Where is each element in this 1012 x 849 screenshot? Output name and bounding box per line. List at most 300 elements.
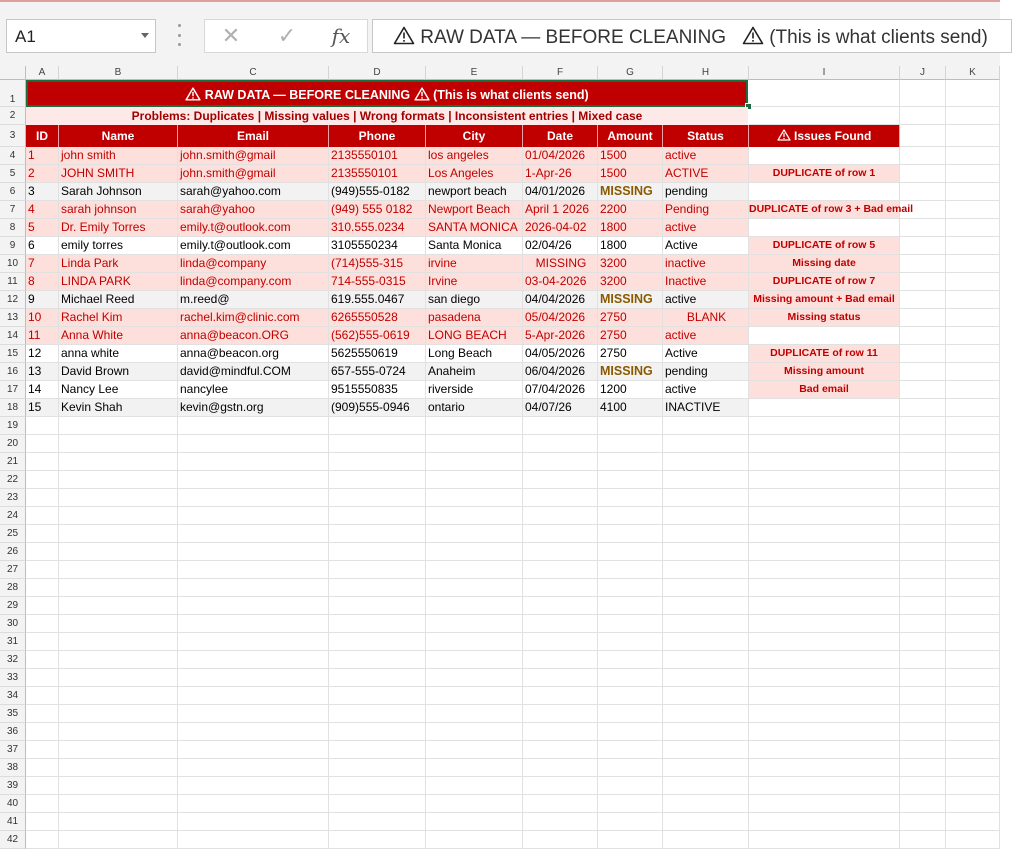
column-header-i[interactable]: I xyxy=(749,66,900,80)
empty-cell[interactable] xyxy=(26,669,59,687)
cell-issue[interactable]: Missing date xyxy=(749,255,900,273)
empty-cell[interactable] xyxy=(900,507,946,525)
row-header[interactable]: 16 xyxy=(0,363,26,381)
empty-cell[interactable] xyxy=(329,417,426,435)
empty-cell[interactable] xyxy=(26,795,59,813)
empty-cell[interactable] xyxy=(59,741,178,759)
cell-date[interactable]: 05/04/2026 xyxy=(523,309,598,327)
empty-cell[interactable] xyxy=(946,273,1000,291)
cell-date[interactable]: 01/04/2026 xyxy=(523,147,598,165)
cell-email[interactable]: m.reed@ xyxy=(178,291,329,309)
empty-cell[interactable] xyxy=(946,107,1000,125)
cell-city[interactable]: pasadena xyxy=(426,309,523,327)
empty-cell[interactable] xyxy=(523,813,598,831)
cell-email[interactable]: sarah@yahoo xyxy=(178,201,329,219)
row-header[interactable]: 22 xyxy=(0,471,26,489)
cell-status[interactable]: active xyxy=(663,291,749,309)
empty-cell[interactable] xyxy=(946,705,1000,723)
empty-cell[interactable] xyxy=(900,651,946,669)
empty-cell[interactable] xyxy=(329,651,426,669)
column-title-status[interactable]: Status xyxy=(663,125,749,147)
column-header-e[interactable]: E xyxy=(426,66,523,80)
empty-cell[interactable] xyxy=(329,687,426,705)
empty-cell[interactable] xyxy=(749,489,900,507)
empty-cell[interactable] xyxy=(426,651,523,669)
empty-cell[interactable] xyxy=(663,705,749,723)
empty-cell[interactable] xyxy=(900,80,946,107)
cell-id[interactable]: 6 xyxy=(26,237,59,255)
empty-cell[interactable] xyxy=(900,327,946,345)
cell-id[interactable]: 3 xyxy=(26,183,59,201)
cell-phone[interactable]: (714)555-315 xyxy=(329,255,426,273)
row-header[interactable]: 12 xyxy=(0,291,26,309)
empty-cell[interactable] xyxy=(900,795,946,813)
empty-cell[interactable] xyxy=(523,777,598,795)
empty-cell[interactable] xyxy=(749,831,900,849)
insert-function-icon[interactable]: fx xyxy=(331,24,351,48)
row-header[interactable]: 15 xyxy=(0,345,26,363)
empty-cell[interactable] xyxy=(329,471,426,489)
row-header[interactable]: 34 xyxy=(0,687,26,705)
cell-city[interactable]: newport beach xyxy=(426,183,523,201)
row-header[interactable]: 5 xyxy=(0,165,26,183)
empty-cell[interactable] xyxy=(329,633,426,651)
row-header[interactable]: 26 xyxy=(0,543,26,561)
cell-id[interactable]: 15 xyxy=(26,399,59,417)
empty-cell[interactable] xyxy=(598,741,663,759)
row-header[interactable]: 28 xyxy=(0,579,26,597)
column-title-issues-found[interactable] xyxy=(749,125,900,147)
cell-id[interactable]: 13 xyxy=(26,363,59,381)
cell-issue[interactable]: DUPLICATE of row 3 + Bad email xyxy=(749,201,900,219)
column-title-id[interactable]: ID xyxy=(26,125,59,147)
row-header[interactable]: 32 xyxy=(0,651,26,669)
column-header-h[interactable]: H xyxy=(663,66,749,80)
cell-issue[interactable]: Missing amount xyxy=(749,363,900,381)
empty-cell[interactable] xyxy=(329,507,426,525)
cell-city[interactable]: san diego xyxy=(426,291,523,309)
cell-amount[interactable]: MISSING xyxy=(598,363,663,381)
empty-cell[interactable] xyxy=(426,741,523,759)
empty-cell[interactable] xyxy=(900,453,946,471)
empty-cell[interactable] xyxy=(426,471,523,489)
cell-id[interactable]: 12 xyxy=(26,345,59,363)
empty-cell[interactable] xyxy=(523,687,598,705)
row-header[interactable]: 10 xyxy=(0,255,26,273)
cell-name[interactable]: JOHN SMITH xyxy=(59,165,178,183)
empty-cell[interactable] xyxy=(749,669,900,687)
empty-cell[interactable] xyxy=(59,507,178,525)
cell-status[interactable]: Pending xyxy=(663,201,749,219)
cell-phone[interactable]: 6265550528 xyxy=(329,309,426,327)
empty-cell[interactable] xyxy=(178,417,329,435)
name-box[interactable] xyxy=(6,19,156,53)
empty-cell[interactable] xyxy=(749,615,900,633)
cell-name[interactable]: Anna White xyxy=(59,327,178,345)
empty-cell[interactable] xyxy=(329,525,426,543)
cell-id[interactable]: 5 xyxy=(26,219,59,237)
cell-city[interactable]: Los Angeles xyxy=(426,165,523,183)
row-header[interactable]: 42 xyxy=(0,831,26,849)
cell-issue[interactable]: Missing status xyxy=(749,309,900,327)
empty-cell[interactable] xyxy=(59,669,178,687)
empty-cell[interactable] xyxy=(178,687,329,705)
empty-cell[interactable] xyxy=(900,489,946,507)
empty-cell[interactable] xyxy=(523,723,598,741)
cell-phone[interactable]: (949) 555 0182 xyxy=(329,201,426,219)
row-header[interactable]: 7 xyxy=(0,201,26,219)
empty-cell[interactable] xyxy=(663,759,749,777)
empty-cell[interactable] xyxy=(178,669,329,687)
empty-cell[interactable] xyxy=(946,291,1000,309)
cell-issue[interactable]: DUPLICATE of row 11 xyxy=(749,345,900,363)
empty-cell[interactable] xyxy=(426,579,523,597)
empty-cell[interactable] xyxy=(946,561,1000,579)
empty-cell[interactable] xyxy=(663,831,749,849)
empty-cell[interactable] xyxy=(329,777,426,795)
empty-cell[interactable] xyxy=(523,525,598,543)
empty-cell[interactable] xyxy=(598,669,663,687)
cell-phone[interactable]: 5625550619 xyxy=(329,345,426,363)
empty-cell[interactable] xyxy=(523,507,598,525)
empty-cell[interactable] xyxy=(426,633,523,651)
cell-phone[interactable]: 310.555.0234 xyxy=(329,219,426,237)
empty-cell[interactable] xyxy=(749,687,900,705)
empty-cell[interactable] xyxy=(178,525,329,543)
cell-status[interactable]: active xyxy=(663,381,749,399)
cell-date[interactable]: 04/01/2026 xyxy=(523,183,598,201)
cell-phone[interactable]: (949)555-0182 xyxy=(329,183,426,201)
empty-cell[interactable] xyxy=(900,291,946,309)
row-header[interactable]: 20 xyxy=(0,435,26,453)
empty-cell[interactable] xyxy=(178,633,329,651)
column-title-phone[interactable]: Phone xyxy=(329,125,426,147)
empty-cell[interactable] xyxy=(946,669,1000,687)
empty-cell[interactable] xyxy=(426,777,523,795)
empty-cell[interactable] xyxy=(946,579,1000,597)
cell-email[interactable]: john.smith@gmail xyxy=(178,165,329,183)
cell-amount[interactable]: 1800 xyxy=(598,237,663,255)
empty-cell[interactable] xyxy=(946,651,1000,669)
cell-date[interactable]: 04/05/2026 xyxy=(523,345,598,363)
empty-cell[interactable] xyxy=(749,795,900,813)
empty-cell[interactable] xyxy=(329,723,426,741)
empty-cell[interactable] xyxy=(900,435,946,453)
empty-cell[interactable] xyxy=(946,795,1000,813)
empty-cell[interactable] xyxy=(598,417,663,435)
empty-cell[interactable] xyxy=(523,417,598,435)
empty-cell[interactable] xyxy=(946,327,1000,345)
empty-cell[interactable] xyxy=(749,435,900,453)
row-header[interactable]: 27 xyxy=(0,561,26,579)
empty-cell[interactable] xyxy=(946,345,1000,363)
empty-cell[interactable] xyxy=(178,579,329,597)
cell-status[interactable]: BLANK xyxy=(663,309,749,327)
empty-cell[interactable] xyxy=(426,417,523,435)
empty-cell[interactable] xyxy=(59,615,178,633)
cell-city[interactable]: ontario xyxy=(426,399,523,417)
cell-phone[interactable]: 619.555.0467 xyxy=(329,291,426,309)
cell-issue[interactable]: DUPLICATE of row 1 xyxy=(749,165,900,183)
row-header[interactable]: 31 xyxy=(0,633,26,651)
cell-amount[interactable]: 1200 xyxy=(598,381,663,399)
empty-cell[interactable] xyxy=(663,813,749,831)
empty-cell[interactable] xyxy=(26,651,59,669)
row-header[interactable]: 14 xyxy=(0,327,26,345)
empty-cell[interactable] xyxy=(598,795,663,813)
empty-cell[interactable] xyxy=(59,525,178,543)
empty-cell[interactable] xyxy=(598,813,663,831)
empty-cell[interactable] xyxy=(946,453,1000,471)
cell-date[interactable]: 2026-04-02 xyxy=(523,219,598,237)
cell-name[interactable]: Linda Park xyxy=(59,255,178,273)
empty-cell[interactable] xyxy=(178,543,329,561)
cell-name[interactable]: David Brown xyxy=(59,363,178,381)
cell-status[interactable]: ACTIVE xyxy=(663,165,749,183)
empty-cell[interactable] xyxy=(59,435,178,453)
empty-cell[interactable] xyxy=(598,453,663,471)
empty-cell[interactable] xyxy=(749,471,900,489)
empty-cell[interactable] xyxy=(663,633,749,651)
empty-cell[interactable] xyxy=(749,723,900,741)
empty-cell[interactable] xyxy=(426,723,523,741)
empty-cell[interactable] xyxy=(598,489,663,507)
cell-status[interactable]: Active xyxy=(663,345,749,363)
empty-cell[interactable] xyxy=(59,831,178,849)
cell-name[interactable]: Dr. Emily Torres xyxy=(59,219,178,237)
row-header[interactable]: 17 xyxy=(0,381,26,399)
empty-cell[interactable] xyxy=(946,813,1000,831)
empty-cell[interactable] xyxy=(900,615,946,633)
empty-cell[interactable] xyxy=(426,489,523,507)
cell-phone[interactable]: 657-555-0724 xyxy=(329,363,426,381)
empty-cell[interactable] xyxy=(900,579,946,597)
cell-id[interactable]: 1 xyxy=(26,147,59,165)
row-header[interactable]: 9 xyxy=(0,237,26,255)
cell-issue[interactable] xyxy=(749,183,900,201)
row-header[interactable]: 41 xyxy=(0,813,26,831)
empty-cell[interactable] xyxy=(946,471,1000,489)
empty-cell[interactable] xyxy=(426,543,523,561)
spreadsheet-grid[interactable] xyxy=(0,66,1000,845)
row-header[interactable]: 6 xyxy=(0,183,26,201)
cell-id[interactable]: 10 xyxy=(26,309,59,327)
cell-status[interactable]: pending xyxy=(663,363,749,381)
cell-email[interactable]: emily.t@outlook.com xyxy=(178,237,329,255)
empty-cell[interactable] xyxy=(663,525,749,543)
cell-city[interactable]: los angeles xyxy=(426,147,523,165)
empty-cell[interactable] xyxy=(946,147,1000,165)
empty-cell[interactable] xyxy=(26,615,59,633)
empty-cell[interactable] xyxy=(946,525,1000,543)
row-header[interactable]: 21 xyxy=(0,453,26,471)
empty-cell[interactable] xyxy=(663,489,749,507)
empty-cell[interactable] xyxy=(598,615,663,633)
empty-cell[interactable] xyxy=(900,759,946,777)
cell-id[interactable]: 2 xyxy=(26,165,59,183)
cell-name[interactable]: Rachel Kim xyxy=(59,309,178,327)
empty-cell[interactable] xyxy=(426,507,523,525)
empty-cell[interactable] xyxy=(946,80,1000,107)
empty-cell[interactable] xyxy=(749,507,900,525)
empty-cell[interactable] xyxy=(749,777,900,795)
row-header[interactable]: 3 xyxy=(0,125,26,147)
empty-cell[interactable] xyxy=(26,525,59,543)
row-header[interactable]: 8 xyxy=(0,219,26,237)
empty-cell[interactable] xyxy=(26,561,59,579)
empty-cell[interactable] xyxy=(523,759,598,777)
empty-cell[interactable] xyxy=(663,507,749,525)
empty-cell[interactable] xyxy=(900,273,946,291)
empty-cell[interactable] xyxy=(59,471,178,489)
empty-cell[interactable] xyxy=(598,777,663,795)
empty-cell[interactable] xyxy=(178,507,329,525)
empty-cell[interactable] xyxy=(946,219,1000,237)
empty-cell[interactable] xyxy=(749,759,900,777)
empty-cell[interactable] xyxy=(946,759,1000,777)
empty-cell[interactable] xyxy=(59,651,178,669)
cell-id[interactable]: 8 xyxy=(26,273,59,291)
empty-cell[interactable] xyxy=(426,759,523,777)
empty-cell[interactable] xyxy=(663,669,749,687)
empty-cell[interactable] xyxy=(946,255,1000,273)
empty-cell[interactable] xyxy=(663,687,749,705)
empty-cell[interactable] xyxy=(178,777,329,795)
cell-name[interactable]: LINDA PARK xyxy=(59,273,178,291)
empty-cell[interactable] xyxy=(946,399,1000,417)
cell-issue[interactable] xyxy=(749,399,900,417)
empty-cell[interactable] xyxy=(523,543,598,561)
empty-cell[interactable] xyxy=(663,723,749,741)
empty-cell[interactable] xyxy=(946,237,1000,255)
empty-cell[interactable] xyxy=(329,741,426,759)
empty-cell[interactable] xyxy=(26,597,59,615)
empty-cell[interactable] xyxy=(178,489,329,507)
empty-cell[interactable] xyxy=(426,597,523,615)
cell-date[interactable]: 02/04/26 xyxy=(523,237,598,255)
empty-cell[interactable] xyxy=(523,489,598,507)
empty-cell[interactable] xyxy=(900,255,946,273)
empty-cell[interactable] xyxy=(426,615,523,633)
empty-cell[interactable] xyxy=(946,597,1000,615)
cell-email[interactable]: anna@beacon.ORG xyxy=(178,327,329,345)
cell-city[interactable]: irvine xyxy=(426,255,523,273)
row-header[interactable]: 38 xyxy=(0,759,26,777)
column-title-date[interactable]: Date xyxy=(523,125,598,147)
empty-cell[interactable] xyxy=(523,741,598,759)
column-header-b[interactable]: B xyxy=(59,66,178,80)
cell-city[interactable]: SANTA MONICA xyxy=(426,219,523,237)
row-header[interactable]: 35 xyxy=(0,705,26,723)
empty-cell[interactable] xyxy=(598,561,663,579)
empty-cell[interactable] xyxy=(663,453,749,471)
empty-cell[interactable] xyxy=(900,363,946,381)
empty-cell[interactable] xyxy=(946,183,1000,201)
cancel-icon[interactable]: ✕ xyxy=(221,23,241,48)
empty-cell[interactable] xyxy=(598,435,663,453)
empty-cell[interactable] xyxy=(26,543,59,561)
cell-phone[interactable]: (909)555-0946 xyxy=(329,399,426,417)
empty-cell[interactable] xyxy=(26,813,59,831)
empty-cell[interactable] xyxy=(598,723,663,741)
cell-date[interactable]: 03-04-2026 xyxy=(523,273,598,291)
chevron-down-icon[interactable] xyxy=(141,33,149,38)
cell-amount[interactable]: 1500 xyxy=(598,147,663,165)
cell-phone[interactable]: 3105550234 xyxy=(329,237,426,255)
row-header[interactable]: 13 xyxy=(0,309,26,327)
cell-status[interactable]: active xyxy=(663,219,749,237)
cell-id[interactable]: 9 xyxy=(26,291,59,309)
cell-id[interactable]: 7 xyxy=(26,255,59,273)
cell-date[interactable]: 06/04/2026 xyxy=(523,363,598,381)
empty-cell[interactable] xyxy=(178,759,329,777)
empty-cell[interactable] xyxy=(749,525,900,543)
empty-cell[interactable] xyxy=(946,723,1000,741)
empty-cell[interactable] xyxy=(663,543,749,561)
empty-cell[interactable] xyxy=(900,471,946,489)
empty-cell[interactable] xyxy=(178,615,329,633)
cell-name[interactable]: Sarah Johnson xyxy=(59,183,178,201)
empty-cell[interactable] xyxy=(946,489,1000,507)
empty-cell[interactable] xyxy=(900,633,946,651)
empty-cell[interactable] xyxy=(749,633,900,651)
cell-status[interactable]: INACTIVE xyxy=(663,399,749,417)
empty-cell[interactable] xyxy=(749,741,900,759)
column-header-j[interactable]: J xyxy=(900,66,946,80)
empty-cell[interactable] xyxy=(523,435,598,453)
cell-amount[interactable]: MISSING xyxy=(598,183,663,201)
empty-cell[interactable] xyxy=(946,543,1000,561)
empty-cell[interactable] xyxy=(663,597,749,615)
cell-amount[interactable]: 2750 xyxy=(598,327,663,345)
empty-cell[interactable] xyxy=(663,471,749,489)
empty-cell[interactable] xyxy=(178,597,329,615)
empty-cell[interactable] xyxy=(749,453,900,471)
cell-name[interactable]: Michael Reed xyxy=(59,291,178,309)
empty-cell[interactable] xyxy=(523,705,598,723)
empty-cell[interactable] xyxy=(900,741,946,759)
empty-cell[interactable] xyxy=(663,615,749,633)
empty-cell[interactable] xyxy=(598,759,663,777)
empty-cell[interactable] xyxy=(26,435,59,453)
empty-cell[interactable] xyxy=(900,165,946,183)
empty-cell[interactable] xyxy=(26,471,59,489)
confirm-icon[interactable]: ✓ xyxy=(277,23,297,48)
cell-city[interactable]: Newport Beach xyxy=(426,201,523,219)
cell-id[interactable]: 14 xyxy=(26,381,59,399)
empty-cell[interactable] xyxy=(178,813,329,831)
cell-phone[interactable]: 2135550101 xyxy=(329,147,426,165)
cell-email[interactable]: emily.t@outlook.com xyxy=(178,219,329,237)
empty-cell[interactable] xyxy=(946,201,1000,219)
cell-issue[interactable] xyxy=(749,219,900,237)
empty-cell[interactable] xyxy=(523,561,598,579)
empty-cell[interactable] xyxy=(329,759,426,777)
empty-cell[interactable] xyxy=(426,813,523,831)
empty-cell[interactable] xyxy=(178,705,329,723)
cell-id[interactable]: 4 xyxy=(26,201,59,219)
row-header[interactable]: 25 xyxy=(0,525,26,543)
cell-email[interactable]: nancylee xyxy=(178,381,329,399)
empty-cell[interactable] xyxy=(663,579,749,597)
empty-cell[interactable] xyxy=(900,237,946,255)
cell-email[interactable]: sarah@yahoo.com xyxy=(178,183,329,201)
empty-cell[interactable] xyxy=(900,399,946,417)
row-header[interactable]: 40 xyxy=(0,795,26,813)
column-header-a[interactable]: A xyxy=(26,66,59,80)
cell-date[interactable]: April 1 2026 xyxy=(523,201,598,219)
empty-cell[interactable] xyxy=(59,579,178,597)
